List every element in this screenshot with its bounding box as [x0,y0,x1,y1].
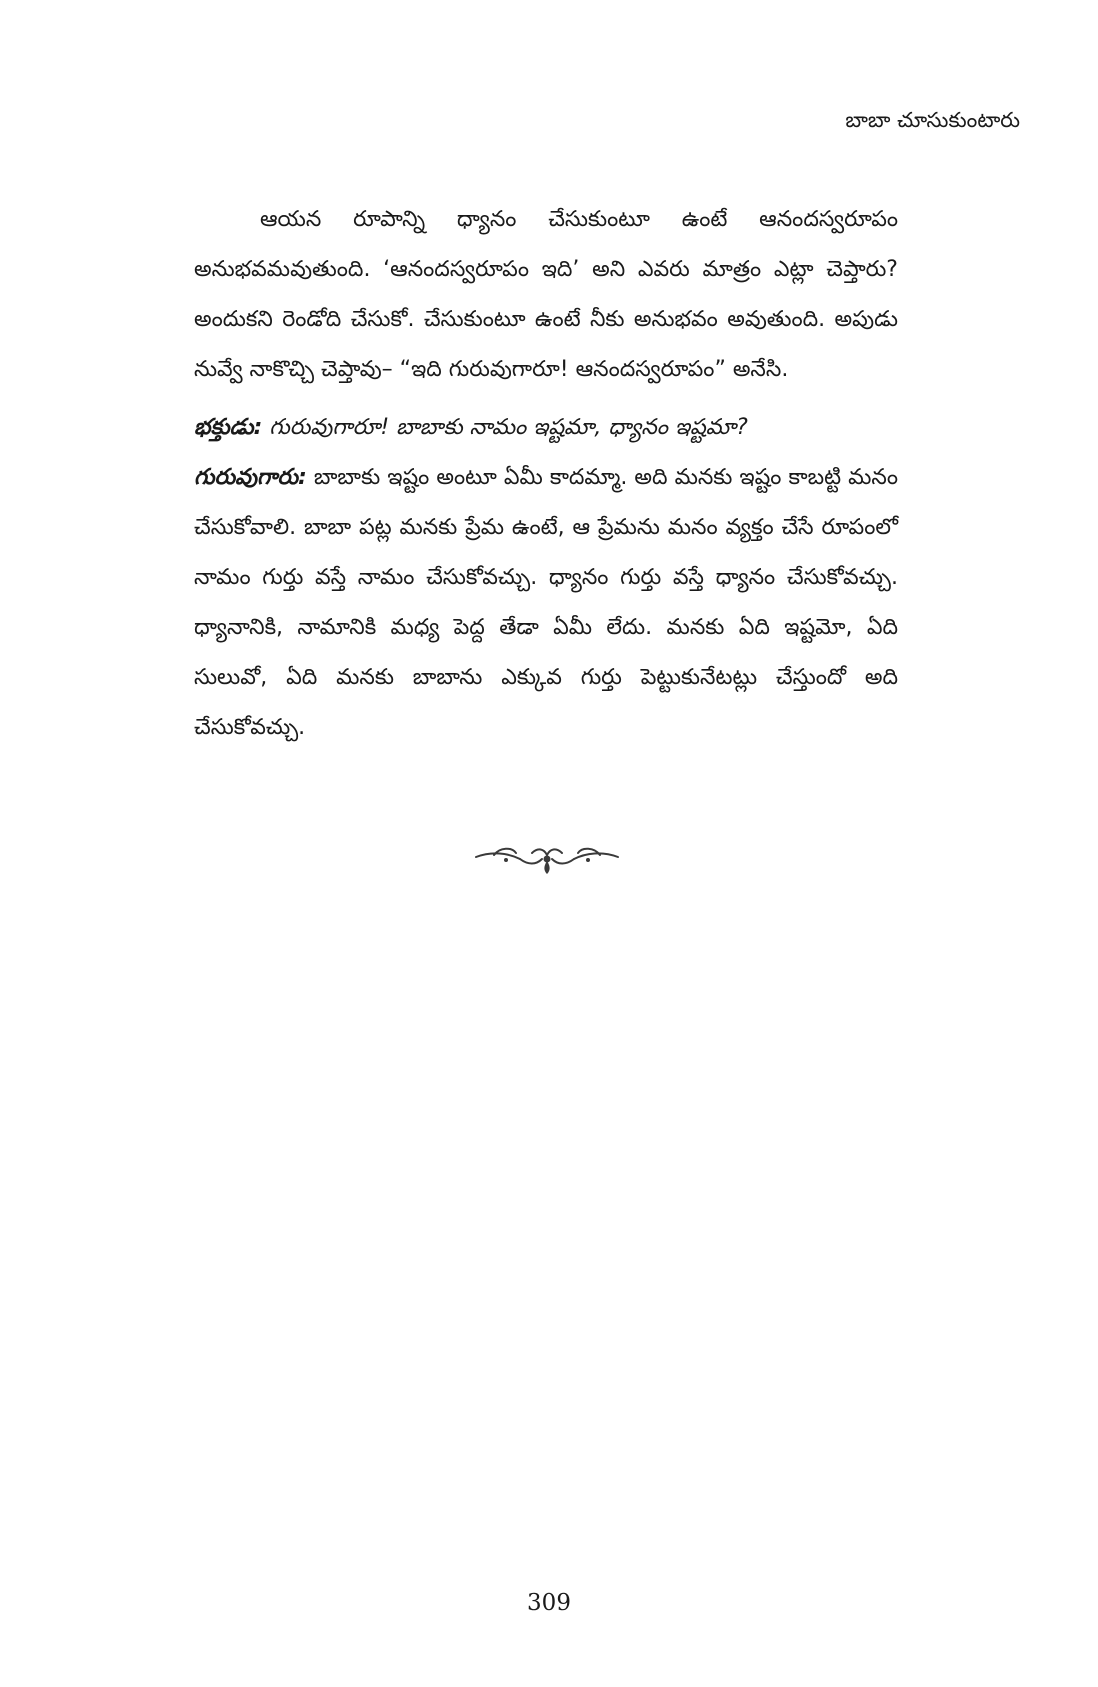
dialog-devotee [194,403,898,453]
dialog-guru [194,453,898,753]
floral-divider-icon [472,843,622,875]
running-header: బాబా చూసుకుంటారు [845,108,1020,132]
intro-paragraph: ఆయన రూపాన్ని ధ్యానం చేసుకుంటూ ఉంటే ఆనందస్వరూపం అనుభవమవుతుంది. ‘ఆనందస్వరూపం ఇది’ అని ఎవరు మాత్రం ఎట్లా చెప్తారు? అందుకని రెండోది చేసుకో. చేసుకుంటూ ఉంటే నీకు అనుభవం అవుతుంది. అపుడు నువ్వే నాకొచ్చి చెప్తావు– “ఇది గురువుగారూ! ఆనందస్వరూపం” అనేసి. [194,207,898,382]
guru-answer: బాబాకు ఇష్టం అంటూ ఏమీ కాదమ్మా. అది మనకు ఇష్టం కాబట్టి మనం చేసుకోవాలి. బాబా పట్ల మనకు ప్రేమ ఉంటే, ఆ ప్రేమను మనం వ్యక్తం చేసే రూపంలో నామం గుర్తు వస్తే నామం చేసుకోవచ్చు. ధ్యానం గుర్తు వస్తే ధ్యానం చేసుకోవచ్చు. ధ్యానానికి, నామానికి మధ్య పెద్ద తేడా ఏమీ లేదు. మనకు ఏది ఇష్టమో, ఏది సులువో, ఏది మనకు బాబాను ఎక్కువ గుర్తు పెట్టుకునేటట్లు చేస్తుందో అది చేసుకోవచ్చు. [194,465,898,740]
speaker-label: గురువుగారు: [194,465,307,490]
speaker-label: భక్తుడు: [194,415,263,440]
page-number: 309 [527,1590,571,1616]
page-body [194,195,898,753]
devotee-question: గురువుగారూ! బాబాకు నామం ఇష్టమా, ధ్యానం ఇష్టమా? [269,415,748,440]
